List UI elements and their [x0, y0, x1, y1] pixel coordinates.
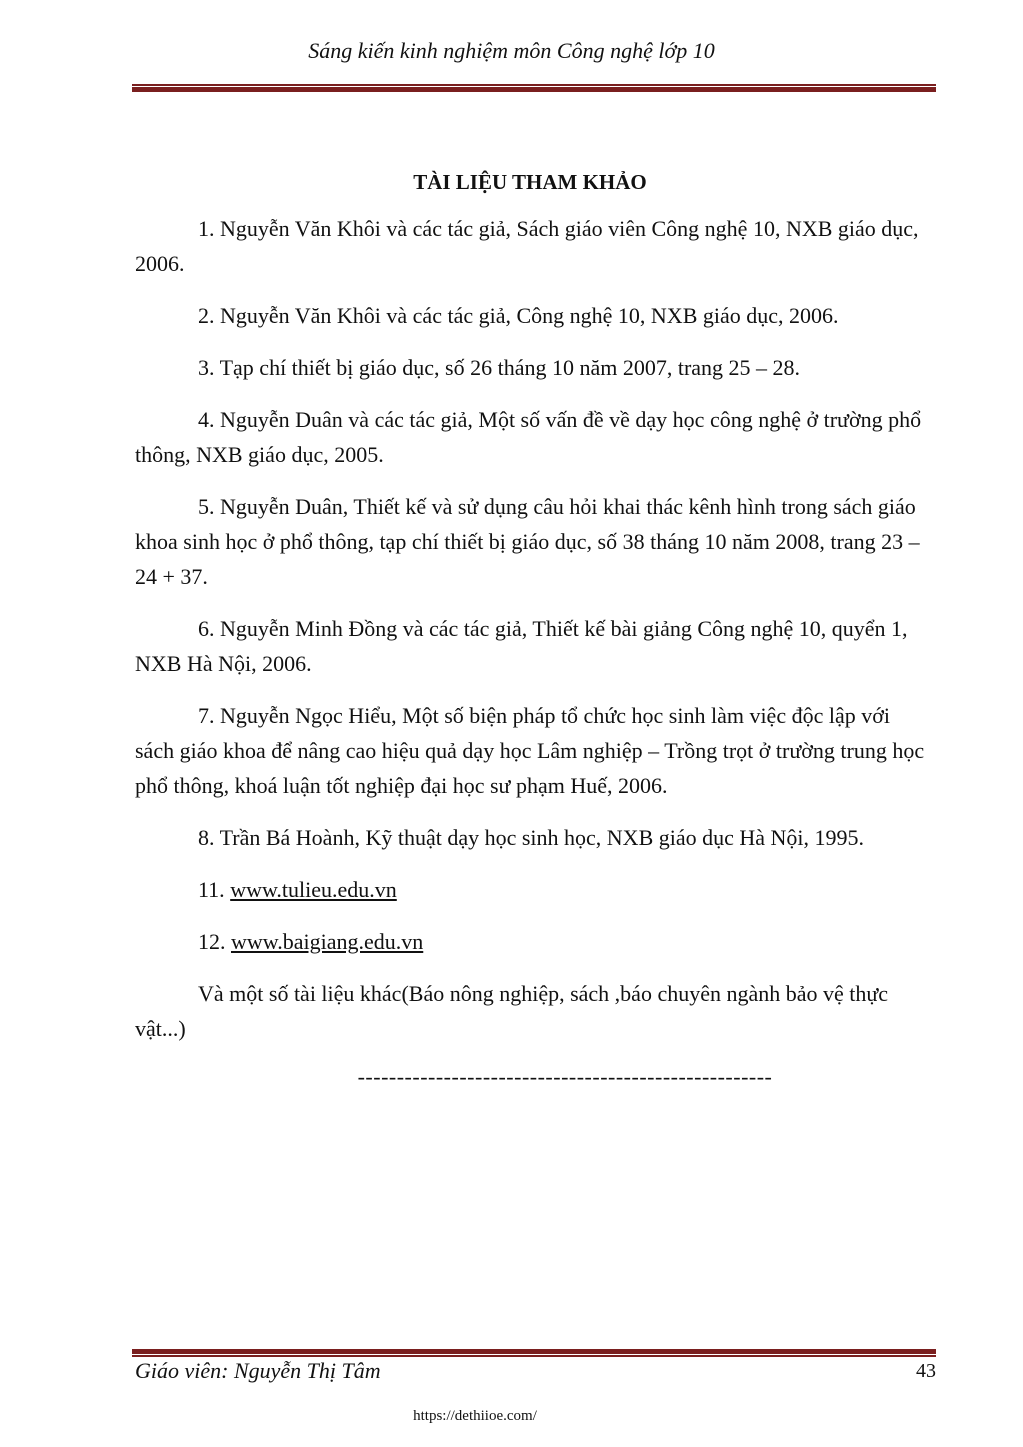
reference-item-4: 4. Nguyễn Duân và các tác giả, Một số vấn đề về dạy học công nghệ ở trường phổ thông, NXB giáo dục, 2005. — [135, 407, 922, 467]
reference-item-1: 1. Nguyễn Văn Khôi và các tác giả, Sách giáo viên Công nghệ 10, NXB giáo dục, 2006. — [135, 216, 919, 276]
reference-item-2: 2. Nguyễn Văn Khôi và các tác giả, Công nghệ 10, NXB giáo dục, 2006. — [198, 303, 839, 328]
references-closing-note: Và một số tài liệu khác(Báo nông nghiệp, sách ,báo chuyên ngành bảo vệ thực vật...) — [135, 981, 889, 1041]
page-header-title: Sáng kiến kinh nghiệm môn Công nghệ lớp 10 — [308, 38, 715, 63]
end-separator: ----------------------------------------------------- — [357, 1064, 773, 1089]
reference-item-12-number: 12. — [198, 929, 231, 954]
reference-item-11-number: 11. — [198, 877, 231, 902]
reference-link-baigiang[interactable]: www.baigiang.edu.vn — [231, 929, 424, 954]
reference-item-5: 5. Nguyễn Duân, Thiết kế và sử dụng câu hỏi khai thác kênh hình trong sách giáo khoa sinh học ở phổ thông, tạp chí thiết bị giáo dục, số 38 tháng 10 năm 2008, trang 23 – 24 + 37. — [135, 494, 920, 589]
reference-item-12 — [135, 924, 925, 959]
reference-item-3: 3. Tạp chí thiết bị giáo dục, số 26 tháng 10 năm 2007, trang 25 – 28. — [198, 355, 801, 380]
footer-divider-thick-line — [132, 1349, 936, 1354]
footer-divider-thin-line — [132, 1355, 936, 1357]
page-number: 43 — [916, 1360, 936, 1382]
source-url[interactable]: https://dethiioe.com/ — [413, 1408, 537, 1424]
footer-teacher-name: Giáo viên: Nguyễn Thị Tâm — [135, 1358, 381, 1383]
reference-item-8: 8. Trần Bá Hoành, Kỹ thuật dạy học sinh học, NXB giáo dục Hà Nội, 1995. — [198, 825, 865, 850]
reference-item-11 — [135, 872, 925, 907]
references-section — [135, 165, 925, 1094]
footer-divider — [132, 1349, 936, 1358]
reference-link-tulieu[interactable]: www.tulieu.edu.vn — [230, 877, 397, 902]
header-divider-thick-line — [132, 87, 936, 92]
reference-item-7: 7. Nguyễn Ngọc Hiểu, Một số biện pháp tổ chức học sinh làm việc độc lập với sách giáo khoa để nâng cao hiệu quả dạy học Lâm nghiệp – Trồng trọt ở trường trung học phổ thông, khoá luận tốt nghiệp đại học sư phạm Huế, 2006. — [135, 703, 925, 798]
header-divider — [132, 84, 936, 93]
header-divider-thin-line — [132, 84, 936, 86]
reference-item-6: 6. Nguyễn Minh Đồng và các tác giả, Thiết kế bài giảng Công nghệ 10, quyển 1, NXB Hà Nội, 2006. — [135, 616, 908, 676]
references-heading: TÀI LIỆU THAM KHẢO — [413, 170, 647, 194]
